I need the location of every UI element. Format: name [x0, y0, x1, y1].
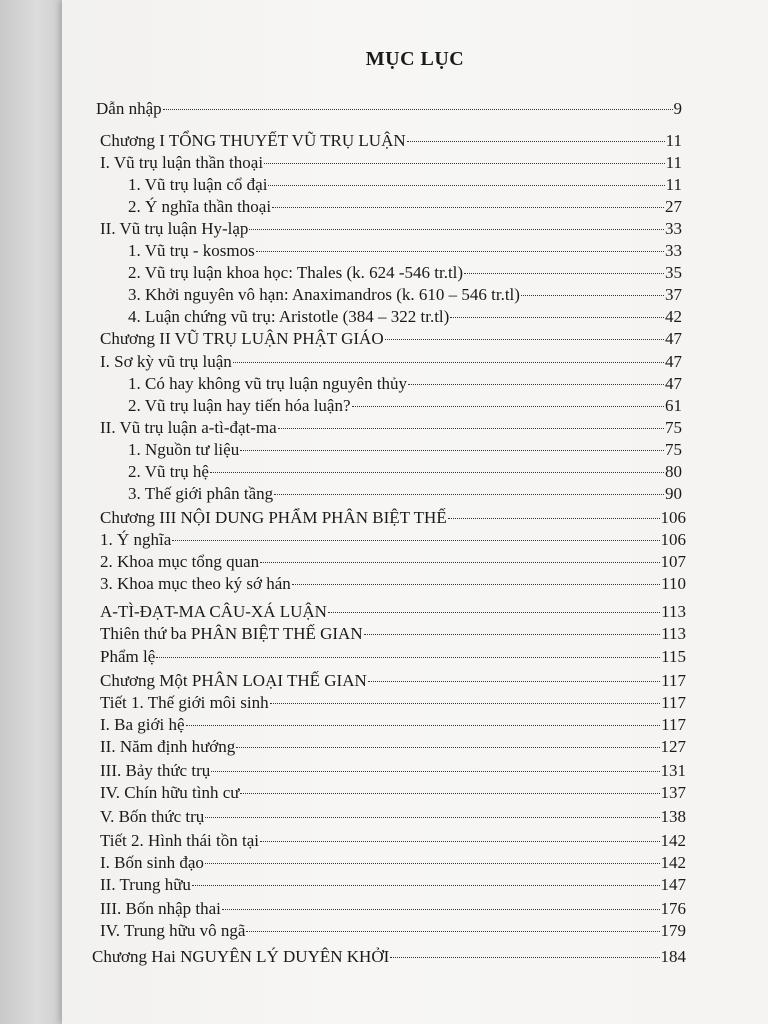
dot-leader	[264, 163, 665, 164]
toc-entry-label: II. Năm định hướng	[100, 737, 236, 756]
toc-entry-label: II. Trung hữu	[100, 875, 191, 894]
toc-entry	[128, 461, 682, 483]
toc-entry-page-number: 33	[665, 241, 682, 260]
book-page	[62, 0, 768, 1024]
toc-entry	[100, 714, 686, 736]
toc-entry	[100, 351, 682, 373]
dot-leader	[448, 518, 660, 519]
dot-leader	[270, 703, 661, 704]
toc-entry-label: I. Ba giới hệ	[100, 715, 185, 734]
toc-entry-page-number: 106	[660, 508, 686, 527]
toc-entry-label: A-TÌ-ĐẠT-MA CÂU-XÁ LUẬN	[100, 602, 327, 621]
toc-entry-label: III. Bốn nhập thai	[100, 899, 221, 918]
toc-entry-label: 2. Ý nghĩa thần thoại	[128, 197, 272, 216]
toc-entry-label: Chương III NỘI DUNG PHẨM PHÂN BIỆT THẾ	[100, 508, 447, 527]
toc-entry-page-number: 37	[665, 285, 682, 304]
toc-entry-label: IV. Chín hữu tình cư	[100, 783, 240, 802]
toc-entry-page-number: 42	[665, 307, 682, 326]
toc-entry-label: Dẫn nhập	[96, 99, 162, 118]
toc-entry-page-number: 61	[665, 396, 682, 415]
toc-entry-page-number: 138	[660, 807, 686, 826]
dot-leader	[249, 229, 664, 230]
toc-entry	[128, 306, 682, 328]
toc-entry-page-number: 127	[660, 737, 686, 756]
toc-entry	[100, 898, 686, 920]
toc-entry	[100, 874, 686, 896]
toc-entry	[128, 196, 682, 218]
dot-leader	[328, 612, 660, 613]
dot-leader	[240, 793, 659, 794]
toc-entry	[100, 670, 686, 692]
toc-entry-page-number: 131	[660, 761, 686, 780]
dot-leader	[450, 317, 664, 318]
dot-leader	[163, 109, 673, 110]
toc-entry-label: 1. Ý nghĩa	[100, 530, 172, 549]
toc-entry-page-number: 115	[661, 647, 686, 666]
toc-entry-label: 2. Vũ trụ hệ	[128, 462, 209, 481]
dot-leader	[390, 957, 659, 958]
toc-entry	[100, 782, 686, 804]
dot-leader	[260, 562, 659, 563]
dot-leader	[352, 406, 664, 407]
toc-entry	[92, 946, 686, 968]
dot-leader	[240, 450, 664, 451]
toc-entry	[128, 439, 682, 461]
dot-leader	[205, 863, 660, 864]
toc-entry-page-number: 117	[661, 715, 686, 734]
dot-leader	[268, 185, 664, 186]
dot-leader	[211, 771, 659, 772]
toc-entry-label: 2. Vũ trụ luận khoa học: Thales (k. 624 -546 tr.tl)	[128, 263, 464, 282]
toc-entry-label: 3. Thế giới phân tầng	[128, 484, 274, 503]
toc-entry-page-number: 47	[665, 352, 682, 371]
dot-leader	[246, 931, 659, 932]
toc-entry-page-number: 75	[665, 418, 682, 437]
toc-entry-label: Chương I TỔNG THUYẾT VŨ TRỤ LUẬN	[100, 131, 406, 150]
dot-leader	[521, 295, 664, 296]
toc-entry	[128, 373, 682, 395]
toc-entry-label: II. Vũ trụ luận Hy-lạp	[100, 219, 249, 238]
toc-entry	[100, 736, 686, 758]
dot-leader	[464, 273, 664, 274]
toc-entry-page-number: 179	[660, 921, 686, 940]
dot-leader	[408, 384, 664, 385]
dot-leader	[205, 817, 659, 818]
dot-leader	[278, 428, 664, 429]
toc-entry	[100, 601, 686, 623]
toc-entry	[100, 152, 682, 174]
toc-entry-page-number: 47	[665, 329, 682, 348]
toc-entry	[100, 830, 686, 852]
toc-entry-page-number: 80	[665, 462, 682, 481]
toc-entry	[128, 174, 682, 196]
dot-leader	[385, 339, 664, 340]
dot-leader	[364, 634, 661, 635]
toc-entry-page-number: 11	[665, 175, 682, 194]
toc-entry-page-number: 137	[660, 783, 686, 802]
toc-entry-label: IV. Trung hữu vô ngã	[100, 921, 246, 940]
toc-entry-page-number: 142	[660, 831, 686, 850]
toc-entry-label: Chương Một PHÂN LOẠI THẾ GIAN	[100, 671, 367, 690]
toc-entry-page-number: 110	[661, 574, 686, 593]
toc-entry	[100, 218, 682, 240]
toc-entry	[100, 551, 686, 573]
toc-entry	[100, 646, 686, 668]
toc-entry-page-number: 142	[660, 853, 686, 872]
book-spine-edge	[0, 0, 62, 1024]
toc-entry-page-number: 113	[661, 602, 686, 621]
toc-entry	[128, 395, 682, 417]
toc-entry-label: II. Vũ trụ luận a-tì-đạt-ma	[100, 418, 277, 437]
toc-entry-page-number: 90	[665, 484, 682, 503]
toc-entry-label: Phẩm lệ	[100, 647, 156, 666]
toc-entry	[100, 806, 686, 828]
dot-leader	[236, 747, 659, 748]
dot-leader	[233, 362, 664, 363]
toc-entry-label: 4. Luận chứng vũ trụ: Aristotle (384 – 322 tr.tl)	[128, 307, 450, 326]
toc-entry-page-number: 147	[660, 875, 686, 894]
toc-entry-label: I. Vũ trụ luận thần thoại	[100, 153, 264, 172]
toc-entry	[128, 262, 682, 284]
dot-leader	[407, 141, 665, 142]
toc-entry	[100, 623, 686, 645]
toc-entry-page-number: 11	[665, 153, 682, 172]
toc-entry	[128, 284, 682, 306]
toc-entry-label: 1. Có hay không vũ trụ luận nguyên thủy	[128, 374, 408, 393]
dot-leader	[368, 681, 660, 682]
toc-entry	[100, 852, 686, 874]
toc-entry-label: 3. Khoa mục theo ký sớ hán	[100, 574, 291, 593]
toc-entry-page-number: 184	[660, 947, 686, 966]
dot-leader	[256, 251, 664, 252]
toc-entry	[100, 692, 686, 714]
toc-entry-label: 1. Vũ trụ luận cổ đại	[128, 175, 268, 194]
toc-entry-label: 1. Vũ trụ - kosmos	[128, 241, 255, 260]
toc-entry-label: Chương II VŨ TRỤ LUẬN PHẬT GIÁO	[100, 329, 384, 348]
dot-leader	[272, 207, 664, 208]
toc-entry-page-number: 27	[665, 197, 682, 216]
toc-entry-label: I. Sơ kỳ vũ trụ luận	[100, 352, 232, 371]
dot-leader	[260, 841, 660, 842]
toc-entry	[100, 328, 682, 350]
toc-entry-page-number: 176	[660, 899, 686, 918]
toc-entry-page-number: 75	[665, 440, 682, 459]
dot-leader	[292, 584, 660, 585]
toc-entry	[128, 483, 682, 505]
toc-entry	[100, 417, 682, 439]
toc-entry-page-number: 33	[665, 219, 682, 238]
toc-entry-label: 3. Khởi nguyên vô hạn: Anaximandros (k. 610 – 546 tr.tl)	[128, 285, 520, 304]
toc-entry-label: 2. Khoa mục tổng quan	[100, 552, 260, 571]
toc-entry	[100, 573, 686, 595]
toc-entry	[100, 529, 686, 551]
toc-entry	[100, 760, 686, 782]
toc-entry-page-number: 9	[673, 99, 682, 118]
toc-entry-label: Tiết 1. Thế giới môi sinh	[100, 693, 269, 712]
page-title: MỤC LỤC	[365, 48, 465, 70]
dot-leader	[192, 885, 660, 886]
toc-entry-page-number: 35	[665, 263, 682, 282]
dot-leader	[210, 472, 664, 473]
toc-entry-page-number: 107	[660, 552, 686, 571]
dot-leader	[156, 657, 660, 658]
toc-entry	[100, 507, 686, 529]
toc-entry-page-number: 106	[660, 530, 686, 549]
toc-entry-page-number: 113	[661, 624, 686, 643]
toc-entry	[96, 98, 682, 120]
toc-entry	[100, 920, 686, 942]
toc-entry	[100, 130, 682, 152]
toc-entry-label: V. Bốn thức trụ	[100, 807, 205, 826]
toc-entry-page-number: 47	[665, 374, 682, 393]
toc-entry-label: 1. Nguồn tư liệu	[128, 440, 240, 459]
dot-leader	[222, 909, 660, 910]
dot-leader	[172, 540, 659, 541]
toc-entry-label: Thiên thứ ba PHÂN BIỆT THẾ GIAN	[100, 624, 363, 643]
toc-entry-label: Tiết 2. Hình thái tồn tại	[100, 831, 259, 850]
toc-entry	[128, 240, 682, 262]
toc-entry-page-number: 11	[665, 131, 682, 150]
toc-entry-label: Chương Hai NGUYÊN LÝ DUYÊN KHỞI	[92, 947, 390, 966]
dot-leader	[274, 494, 664, 495]
toc-entry-label: I. Bốn sinh đạo	[100, 853, 204, 872]
dot-leader	[186, 725, 661, 726]
toc-entry-label: 2. Vũ trụ luận hay tiến hóa luận?	[128, 396, 351, 415]
toc-entry-page-number: 117	[661, 671, 686, 690]
toc-entry-page-number: 117	[661, 693, 686, 712]
toc-entry-label: III. Bảy thức trụ	[100, 761, 211, 780]
